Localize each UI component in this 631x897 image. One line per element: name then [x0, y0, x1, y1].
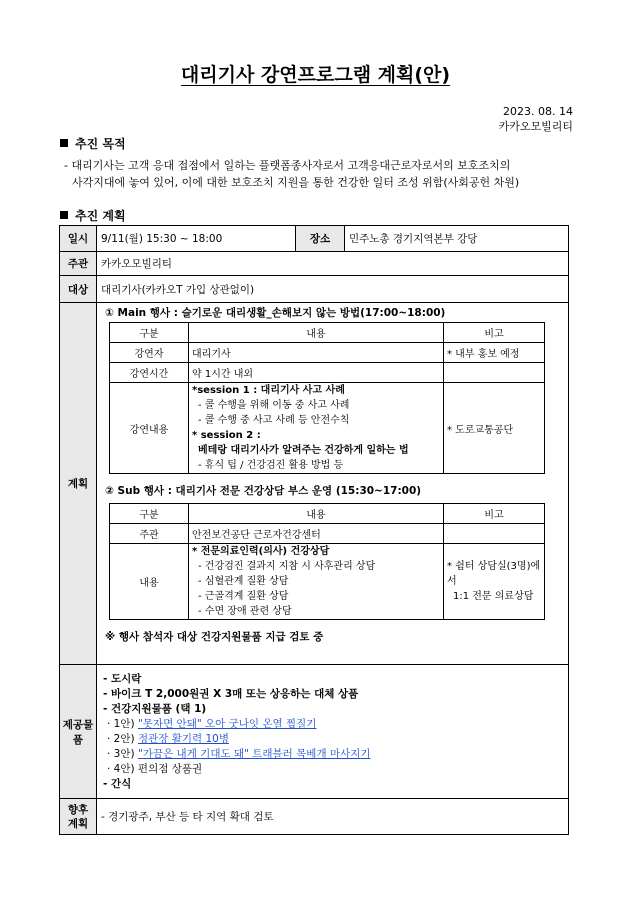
lecture-content-label: 강연내용 [110, 383, 189, 474]
host-label: 주관 [60, 252, 97, 276]
consult-content-label: 내용 [110, 544, 189, 620]
organizer-value: 안전보건공단 근로자건강센터 [189, 524, 444, 544]
section-plan: 추진 계획 [60, 207, 126, 224]
supply-label: 제공물품 [60, 665, 97, 799]
main-event-title: ① Main 행사 : 슬기로운 대리생활_손해보지 않는 방법(17:00~18:00) [105, 307, 446, 319]
sub-event-title: ② Sub 행사 : 대리기사 전문 건강상담 부스 운영 (15:30~17:00) [105, 485, 422, 497]
supply-note: ※ 행사 참석자 대상 건강지원물품 지급 검토 중 [105, 631, 324, 643]
duration-label: 강연시간 [110, 363, 189, 383]
sub-header-content: 내용 [189, 504, 444, 524]
document-org: 카카오모빌리티 [498, 120, 573, 133]
plan-label: 계획 [60, 303, 97, 665]
date-value: 9/11(월) 15:30 ~ 18:00 [97, 226, 296, 252]
target-value: 대리기사(카카오T 가입 상관없이) [97, 276, 569, 303]
place-label: 장소 [296, 226, 345, 252]
future-value: - 경기광주, 부산 등 타 지역 확대 검토 [97, 799, 569, 835]
date-label: 일시 [60, 226, 97, 252]
section-purpose: 추진 목적 [60, 135, 126, 152]
supply-list: - 도시락 - 바이크 T 2,000원권 X 3매 또는 상응하는 대체 상품 - 건강지원물품 (택 1) · 1안) "못자면 안돼" 오아 굿나잇 온열 찜질기 · 2안) 정관장 활기력 10병 · 3안) "가끔은 내게 기대도 돼" 트래블러 목베개 마사지기 · 4안) 편의점 상품권 - 간식 [97, 665, 569, 799]
square-bullet-icon [60, 211, 68, 219]
future-label: 향후 계획 [60, 799, 97, 835]
supply-option-1-link[interactable]: "못자면 안돼" 오아 굿나잇 온열 찜질기 [137, 717, 317, 730]
consult-note: * 쉼터 상담실(3명)에서 1:1 전문 의료상담 [444, 544, 545, 620]
square-bullet-icon [60, 139, 68, 147]
lecture-note: * 도로교통공단 [444, 383, 545, 474]
host-value: 카카오모빌리티 [97, 252, 569, 276]
sub-header-category: 구분 [110, 504, 189, 524]
main-header-note: 비고 [444, 323, 545, 343]
date-block [499, 104, 573, 134]
plan-table [59, 225, 569, 835]
lecture-content: *session 1 : 대리기사 사고 사례 - 콜 수행을 위해 이동 중 사고 사례 - 콜 수행 중 사고 사례 등 안전수칙 * session 2 : 베테랑 대리기사가 알려주는 건강하게 일하는 법 - 휴식 팁 / 건강검진 활용 방법 등 [189, 383, 444, 474]
speaker-note: * 내부 홍보 예정 [444, 343, 545, 363]
place-value: 민주노총 경기지역본부 강당 [345, 226, 569, 252]
target-label: 대상 [60, 276, 97, 303]
organizer-label: 주관 [110, 524, 189, 544]
main-header-content: 내용 [189, 323, 444, 343]
document-title: 대리기사 강연프로그램 계획(안) [180, 64, 451, 86]
sub-header-note: 비고 [444, 504, 545, 524]
consult-content: * 전문의료인력(의사) 건강상담 - 건강검진 결과지 지참 시 사후관리 상담 - 심혈관계 질환 상담 - 근골격계 질환 상담 - 수면 장애 관련 상담 [189, 544, 444, 620]
supply-option-2-link[interactable]: 정관장 활기력 10병 [137, 732, 229, 745]
main-event-table [109, 322, 545, 474]
sub-event-table [109, 503, 545, 620]
speaker-value: 대리기사 [189, 343, 444, 363]
supply-option-3-link[interactable]: "가끔은 내게 기대도 돼" 트래블러 목베개 마사지기 [137, 747, 371, 760]
main-header-category: 구분 [110, 323, 189, 343]
purpose-text: - 대리기사는 고객 응대 접점에서 일하는 플랫폼종사자로서 고객응대근로자로서의 보호조치의 사각지대에 놓여 있어, 이에 대한 보호조치 지원을 통한 건강한 일터 조성 위함(사회공헌 차원) [64, 159, 520, 189]
duration-value: 약 1시간 내외 [189, 363, 444, 383]
document-date: 2023. 08. 14 [503, 105, 573, 118]
speaker-label: 강연자 [110, 343, 189, 363]
